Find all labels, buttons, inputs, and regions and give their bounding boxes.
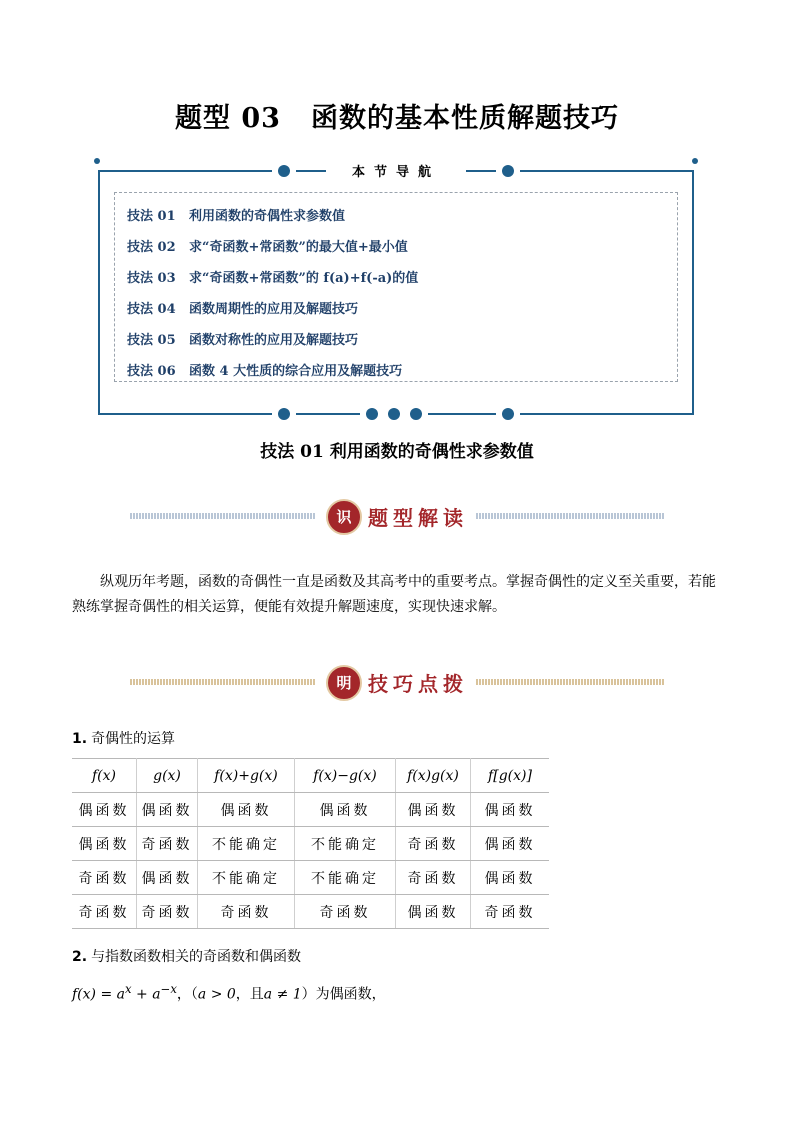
nav-dot-icon <box>278 408 290 420</box>
nav-title: 本节导航 <box>351 165 440 180</box>
formula-exponent: x <box>124 982 132 996</box>
nav-dot-icon <box>502 408 514 420</box>
table-row <box>72 827 549 861</box>
formula-plus: + a <box>131 986 161 1003</box>
parity-operations-table <box>72 758 549 929</box>
table-cell: 偶函数 <box>295 793 396 827</box>
banner-tips <box>130 664 664 700</box>
heading-text: 奇偶性的运算 <box>91 731 176 747</box>
nav-item-label: 利用函数的奇偶性求参数值 <box>189 209 346 224</box>
table-cell: 偶函数 <box>137 861 198 895</box>
intro-paragraph: 纵观历年考题，函数的奇偶性一直是函数及其高考中的重要考点。掌握奇偶性的定义至关重要，若能熟练掌握奇偶性的相关运算，便能有效提升解题速度，实现快速求解。 <box>72 574 716 615</box>
nav-item-label: 求“奇函数+常函数”的最大值+最小值 <box>189 240 408 255</box>
formula-cond-close: ）为偶函数， <box>301 986 386 1003</box>
formula-lhs: f(x) = a <box>72 986 125 1003</box>
nav-bottom-line-left <box>98 413 272 415</box>
table-cell: 偶函数 <box>471 793 550 827</box>
table-cell: 偶函数 <box>198 793 295 827</box>
table-cell: 偶函数 <box>471 827 550 861</box>
nav-item-number: 技法 03 <box>127 271 176 286</box>
table-cell: 不能确定 <box>295 861 396 895</box>
table-cell: 不能确定 <box>198 827 295 861</box>
section-navigation-box <box>98 165 694 416</box>
banner-stripe-left <box>130 679 316 685</box>
table-cell: 偶函数 <box>396 895 471 929</box>
table-row <box>72 895 549 929</box>
nav-item-03[interactable] <box>127 267 418 286</box>
table-cell: 偶函数 <box>137 793 198 827</box>
nav-dash <box>428 413 496 415</box>
nav-dash <box>296 413 360 415</box>
nav-top-line-right <box>520 170 694 172</box>
banner-label: 技巧点拨 <box>368 672 468 696</box>
formula-cond-a: a > 0 <box>197 986 236 1003</box>
formula-exponent: −x <box>160 982 177 996</box>
nav-item-number: 技法 01 <box>127 209 176 224</box>
page-title <box>0 96 794 135</box>
table-cell: 偶函数 <box>396 793 471 827</box>
nav-item-label: 函数周期性的应用及解题技巧 <box>189 302 359 317</box>
heading-text: 与指数函数相关的奇函数和偶函数 <box>91 949 302 965</box>
banner-stripe-right <box>476 513 664 519</box>
nav-item-number: 技法 02 <box>127 240 176 255</box>
nav-item-04[interactable] <box>127 298 358 317</box>
nav-list <box>114 192 678 382</box>
table-header-cell: f(x)+g(x) <box>198 759 295 793</box>
formula-cond-and: ，且 <box>235 986 264 1003</box>
table-cell: 奇函数 <box>137 895 198 929</box>
nav-bottom-line-right <box>520 413 694 415</box>
table-header-row <box>72 759 549 793</box>
seal-icon: 明 <box>326 665 362 701</box>
table-cell: 奇函数 <box>396 861 471 895</box>
banner-label: 题型解读 <box>368 506 468 530</box>
nav-item-06[interactable] <box>127 360 402 379</box>
table-header-cell: g(x) <box>137 759 198 793</box>
table-row <box>72 793 549 827</box>
nav-item-02[interactable] <box>127 236 408 255</box>
table-cell: 奇函数 <box>471 895 550 929</box>
seal-icon: 识 <box>326 499 362 535</box>
nav-dot-icon <box>388 408 400 420</box>
table-header-cell: f(x)g(x) <box>396 759 471 793</box>
nav-item-number: 技法 06 <box>127 364 176 379</box>
nav-item-label: 求“奇函数+常函数”的 f(a)+f(-a)的值 <box>189 271 419 286</box>
table-cell: 偶函数 <box>471 861 550 895</box>
nav-item-number: 技法 04 <box>127 302 176 317</box>
table-cell: 不能确定 <box>198 861 295 895</box>
title-part2: 函数的基本性质解题技巧 <box>310 103 619 134</box>
heading-number: 1. <box>72 731 88 747</box>
nav-item-05[interactable] <box>127 329 358 348</box>
table-cell: 奇函数 <box>295 895 396 929</box>
table-cell: 奇函数 <box>198 895 295 929</box>
nav-dot-icon <box>502 165 514 177</box>
nav-dot-icon <box>366 408 378 420</box>
heading-exponential-functions <box>72 946 301 966</box>
formula-cond-b: a ≠ 1 <box>263 986 302 1003</box>
banner-question-reading <box>130 498 664 534</box>
table-row <box>72 861 549 895</box>
table-cell: 奇函数 <box>137 827 198 861</box>
nav-item-01[interactable] <box>127 205 345 224</box>
title-part1: 题型 03 <box>175 103 281 134</box>
exponential-formula <box>72 982 386 1004</box>
heading-parity-operations <box>72 728 175 748</box>
heading-number: 2. <box>72 949 88 965</box>
table-cell: 不能确定 <box>295 827 396 861</box>
table-header-cell: f[g(x)] <box>471 759 550 793</box>
nav-dot-icon <box>410 408 422 420</box>
table-header-cell: f(x) <box>72 759 137 793</box>
table-cell: 偶函数 <box>72 793 137 827</box>
nav-item-label: 函数 4 大性质的综合应用及解题技巧 <box>189 364 403 379</box>
table-cell: 奇函数 <box>72 861 137 895</box>
table-cell: 奇函数 <box>396 827 471 861</box>
section-title: 技法 01 利用函数的奇偶性求参数值 <box>260 442 534 462</box>
formula-cond-open: ，（ <box>176 986 198 1003</box>
banner-stripe-right <box>476 679 664 685</box>
nav-item-label: 函数对称性的应用及解题技巧 <box>189 333 359 348</box>
table-cell: 偶函数 <box>72 827 137 861</box>
table-cell: 奇函数 <box>72 895 137 929</box>
banner-stripe-left <box>130 513 316 519</box>
nav-dash <box>466 170 496 172</box>
nav-item-number: 技法 05 <box>127 333 176 348</box>
table-header-cell: f(x)−g(x) <box>295 759 396 793</box>
